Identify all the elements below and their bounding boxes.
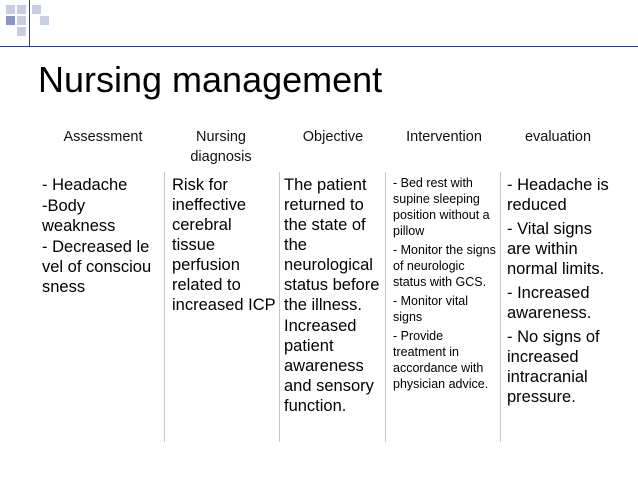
evaluation-item: - No signs of increased intracranial pressure.	[507, 328, 600, 406]
column-divider	[385, 172, 386, 442]
column-divider	[164, 172, 165, 442]
evaluation-item: - Vital signs are within normal limits.	[507, 220, 605, 278]
objective-item: The patient returned to the state of the neurological status before the illness.	[284, 176, 380, 314]
assessment-cell	[42, 175, 156, 297]
intervention-item: - Provide treatment in accordance with physician advice.	[393, 329, 489, 391]
column-divider	[500, 172, 501, 442]
header-evaluation: evaluation	[524, 129, 592, 145]
column-divider	[279, 172, 280, 442]
assessment-item: -Body weakness	[42, 197, 116, 235]
diagnosis-cell	[172, 175, 276, 315]
corner-decoration	[0, 0, 70, 50]
assessment-item: - Headache	[42, 176, 128, 194]
objective-cell	[284, 175, 384, 416]
header-nursing-diagnosis: Nursing diagnosis	[190, 129, 252, 165]
evaluation-item: - Headache is reduced	[507, 176, 609, 214]
intervention-cell	[393, 175, 497, 395]
header-assessment: Assessment	[63, 129, 143, 145]
accent-vertical-line	[29, 0, 30, 46]
assessment-item: - Decreased level of consciousness	[42, 238, 152, 296]
slide-title: Nursing management	[38, 59, 383, 100]
header-intervention: Intervention	[406, 129, 482, 145]
diagnosis-text: Risk for ineffective cerebral tissue perfusion related to increased ICP	[172, 176, 276, 314]
intervention-item: - Monitor vital signs	[393, 294, 469, 324]
header-objective: Objective	[302, 129, 364, 145]
evaluation-item: - Increased awareness.	[507, 284, 592, 322]
accent-horizontal-line	[0, 46, 638, 47]
evaluation-cell	[507, 175, 611, 411]
intervention-item: - Monitor the signs of neurologic status with GCS.	[393, 243, 496, 289]
intervention-item: - Bed rest with supine sleeping position without a pillow	[393, 176, 490, 238]
objective-item: Increased patient awareness and sensory function.	[284, 317, 374, 415]
